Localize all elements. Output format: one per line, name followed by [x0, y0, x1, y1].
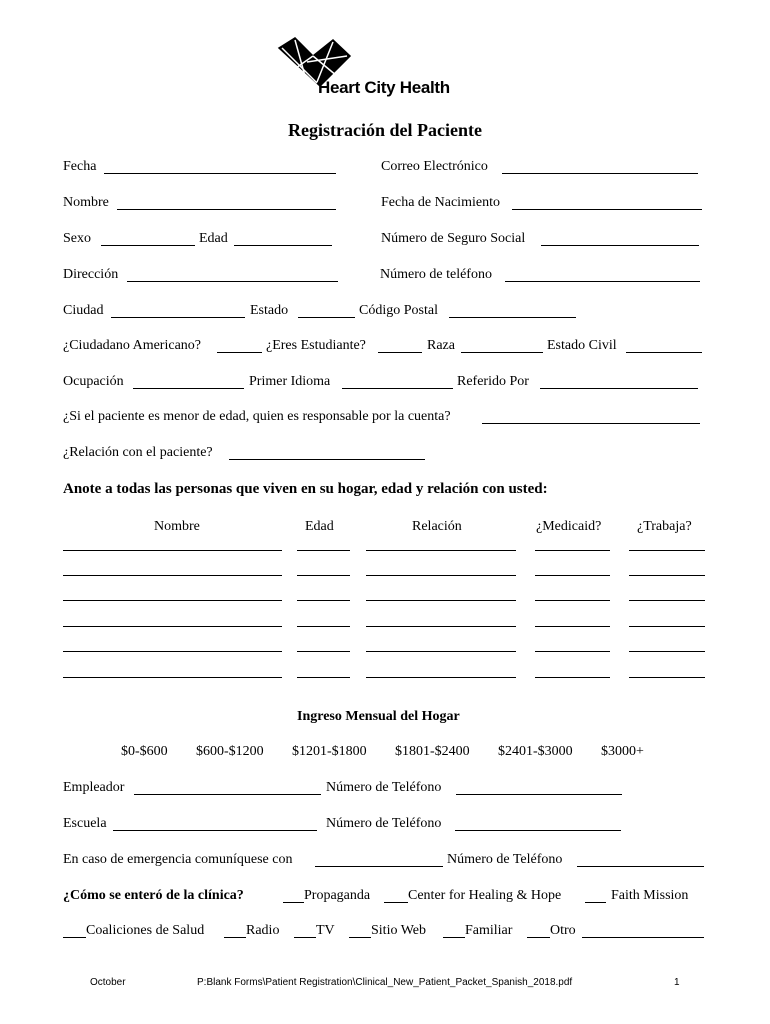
- telefono-emergencia-field[interactable]: [577, 866, 704, 867]
- label-nombre: Nombre: [63, 195, 109, 210]
- label-postal: Código Postal: [359, 303, 438, 318]
- label-referido: Referido Por: [457, 374, 529, 389]
- raza-field[interactable]: [461, 352, 543, 353]
- label-empleador: Empleador: [63, 780, 125, 795]
- household-relacion-field[interactable]: [366, 575, 516, 576]
- option-propaganda: Propaganda: [304, 888, 371, 903]
- idioma-field[interactable]: [342, 388, 453, 389]
- label-estado: Estado: [250, 303, 289, 318]
- label-correo: Correo Electrónico: [381, 159, 488, 174]
- household-trabaja-field[interactable]: [629, 677, 705, 678]
- option-center-healing: Center for Healing & Hope: [408, 888, 562, 903]
- col-medicaid: ¿Medicaid?: [536, 519, 602, 534]
- emergencia-field[interactable]: [315, 866, 443, 867]
- household-nombre-field[interactable]: [63, 600, 282, 601]
- household-relacion-field[interactable]: [366, 677, 516, 678]
- sexo-field[interactable]: [101, 245, 195, 246]
- label-telefono: Número de teléfono: [380, 267, 492, 282]
- correo-field[interactable]: [502, 173, 698, 174]
- household-trabaja-field[interactable]: [629, 600, 705, 601]
- sitio-web-blank[interactable]: [349, 937, 371, 938]
- household-relacion-field[interactable]: [366, 600, 516, 601]
- option-radio: Radio: [246, 923, 280, 938]
- propaganda-blank[interactable]: [283, 902, 304, 903]
- telefono-escuela-field[interactable]: [455, 830, 621, 831]
- label-escuela: Escuela: [63, 816, 107, 831]
- household-nombre-field[interactable]: [63, 550, 282, 551]
- relacion-field[interactable]: [229, 459, 425, 460]
- label-relacion: ¿Relación con el paciente?: [63, 445, 213, 460]
- household-medicaid-field[interactable]: [535, 550, 610, 551]
- center-healing-blank[interactable]: [384, 902, 408, 903]
- household-trabaja-field[interactable]: [629, 575, 705, 576]
- nombre-field[interactable]: [117, 209, 336, 210]
- label-idioma: Primer Idioma: [249, 374, 331, 389]
- household-nombre-field[interactable]: [63, 575, 282, 576]
- fecha-field[interactable]: [104, 173, 336, 174]
- household-edad-field[interactable]: [297, 651, 350, 652]
- col-nombre: Nombre: [154, 519, 200, 534]
- ciudadano-field[interactable]: [217, 352, 262, 353]
- label-telefono-emergencia: Número de Teléfono: [447, 852, 563, 867]
- estado-field[interactable]: [298, 317, 355, 318]
- seguro-field[interactable]: [541, 245, 699, 246]
- telefono-field[interactable]: [505, 281, 700, 282]
- income-range-4[interactable]: $2401-$3000: [498, 744, 573, 759]
- label-telefono-escuela: Número de Teléfono: [326, 816, 442, 831]
- faith-mission-blank[interactable]: [585, 902, 606, 903]
- option-faith-mission: Faith Mission: [611, 888, 689, 903]
- income-range-2[interactable]: $1201-$1800: [292, 744, 367, 759]
- page-title: Registración del Paciente: [288, 120, 482, 140]
- familiar-blank[interactable]: [443, 937, 465, 938]
- radio-blank[interactable]: [224, 937, 246, 938]
- household-trabaja-field[interactable]: [629, 626, 705, 627]
- col-trabaja: ¿Trabaja?: [637, 519, 692, 534]
- option-tv: TV: [316, 923, 335, 938]
- ocupacion-field[interactable]: [133, 388, 244, 389]
- empleador-field[interactable]: [134, 794, 321, 795]
- household-trabaja-field[interactable]: [629, 651, 705, 652]
- household-nombre-field[interactable]: [63, 677, 282, 678]
- label-raza: Raza: [427, 338, 455, 353]
- household-medicaid-field[interactable]: [535, 575, 610, 576]
- household-heading: Anote a todas las personas que viven en su hogar, edad y relación con usted:: [63, 481, 548, 497]
- label-nacimiento: Fecha de Nacimiento: [381, 195, 500, 210]
- household-nombre-field[interactable]: [63, 651, 282, 652]
- label-ciudad: Ciudad: [63, 303, 104, 318]
- footer-date: October: [90, 977, 126, 988]
- option-familiar: Familiar: [465, 923, 513, 938]
- civil-field[interactable]: [626, 352, 702, 353]
- household-nombre-field[interactable]: [63, 626, 282, 627]
- household-edad-field[interactable]: [297, 626, 350, 627]
- ciudad-field[interactable]: [111, 317, 245, 318]
- household-relacion-field[interactable]: [366, 550, 516, 551]
- col-relacion: Relación: [412, 519, 462, 534]
- label-civil: Estado Civil: [547, 338, 617, 353]
- referral-question: ¿Cómo se enteró de la clínica?: [63, 888, 244, 903]
- edad-field[interactable]: [234, 245, 332, 246]
- income-range-3[interactable]: $1801-$2400: [395, 744, 470, 759]
- household-edad-field[interactable]: [297, 575, 350, 576]
- tv-blank[interactable]: [294, 937, 316, 938]
- nacimiento-field[interactable]: [512, 209, 702, 210]
- household-medicaid-field[interactable]: [535, 600, 610, 601]
- label-menor: ¿Si el paciente es menor de edad, quien es responsable por la cuenta?: [63, 409, 451, 424]
- escuela-field[interactable]: [113, 830, 317, 831]
- label-edad: Edad: [199, 231, 228, 246]
- household-trabaja-field[interactable]: [629, 550, 705, 551]
- label-seguro: Número de Seguro Social: [381, 231, 526, 246]
- footer-page-number: 1: [674, 977, 680, 988]
- income-range-5[interactable]: $3000+: [601, 744, 644, 759]
- brand-name: Heart City Health: [318, 78, 450, 97]
- postal-field[interactable]: [449, 317, 576, 318]
- label-emergencia: En caso de emergencia comuníquese con: [63, 852, 293, 867]
- label-ocupacion: Ocupación: [63, 374, 124, 389]
- label-estudiante: ¿Eres Estudiante?: [266, 338, 366, 353]
- label-sexo: Sexo: [63, 231, 91, 246]
- label-fecha: Fecha: [63, 159, 97, 174]
- household-medicaid-field[interactable]: [535, 651, 610, 652]
- income-heading: Ingreso Mensual del Hogar: [297, 709, 460, 724]
- income-range-0[interactable]: $0-$600: [121, 744, 168, 759]
- household-edad-field[interactable]: [297, 600, 350, 601]
- option-coaliciones: Coaliciones de Salud: [86, 923, 205, 938]
- income-range-1[interactable]: $600-$1200: [196, 744, 264, 759]
- household-medicaid-field[interactable]: [535, 677, 610, 678]
- household-relacion-field[interactable]: [366, 651, 516, 652]
- otro-field[interactable]: [582, 937, 704, 938]
- household-edad-field[interactable]: [297, 677, 350, 678]
- label-ciudadano: ¿Ciudadano Americano?: [63, 338, 202, 353]
- estudiante-field[interactable]: [378, 352, 422, 353]
- otro-blank[interactable]: [527, 937, 550, 938]
- col-edad: Edad: [305, 519, 334, 534]
- label-direccion: Dirección: [63, 267, 119, 282]
- direccion-field[interactable]: [127, 281, 338, 282]
- telefono-empleador-field[interactable]: [456, 794, 622, 795]
- footer-path: P:Blank Forms\Patient Registration\Clinical_New_Patient_Packet_Spanish_2018.pdf: [197, 977, 573, 988]
- option-sitio-web: Sitio Web: [371, 923, 427, 938]
- household-edad-field[interactable]: [297, 550, 350, 551]
- household-relacion-field[interactable]: [366, 626, 516, 627]
- option-otro: Otro: [550, 923, 576, 938]
- coaliciones-blank[interactable]: [63, 937, 86, 938]
- label-telefono-empleador: Número de Teléfono: [326, 780, 442, 795]
- menor-field[interactable]: [482, 423, 700, 424]
- referido-field[interactable]: [540, 388, 698, 389]
- household-medicaid-field[interactable]: [535, 626, 610, 627]
